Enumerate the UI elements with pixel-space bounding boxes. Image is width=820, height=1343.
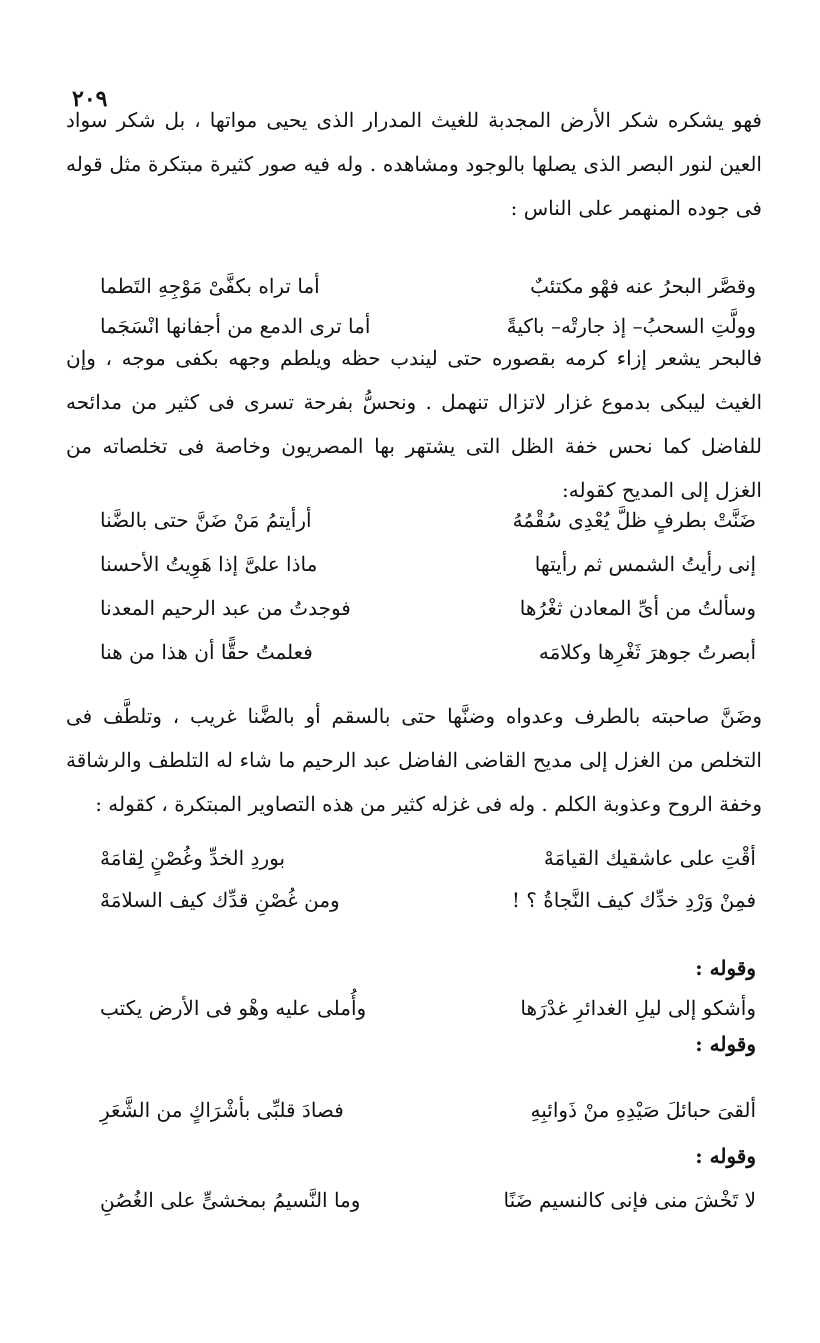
hemistich-first: ضَنَّتْ بطرفٍ ظلَّ يُعْدِى سُقْمُهُ bbox=[512, 508, 756, 532]
verse-4 bbox=[100, 988, 756, 1028]
quote-label-3: وقوله : bbox=[695, 1144, 756, 1168]
hemistich-first: أبصرتُ جوهرَ ثَغْرِها وكلامَه bbox=[538, 640, 756, 664]
poem-2-verse-2 bbox=[100, 544, 756, 584]
hemistich-second: أما تراه بكفَّىْ مَوْجِهِ التَطما bbox=[100, 274, 320, 298]
paragraph-1: فهو يشكره شكر الأرض المجدبة للغيث المدرار الذى يحيى مواتها ، بل شكر سواد العين لنور البصر الذى يصلها بالوجود ومشاهده . وله فيه صور كثيرة مبتكرة مثل قوله فى جوده المنهمر على الناس : bbox=[66, 108, 762, 220]
poem-2-verse-3 bbox=[100, 588, 756, 628]
hemistich-second: بوردِ الخدِّ وغُصْنٍ لِقامَهْ bbox=[100, 846, 286, 870]
hemistich-second: وما النَّسيمُ بمخشىٍّ على الغُصُنِ bbox=[100, 1188, 361, 1212]
hemistich-first: لا تَخْشَ منى فإنى كالنسيم ضَنًا bbox=[503, 1188, 756, 1212]
quote-label-2: وقوله : bbox=[695, 1032, 756, 1056]
poem-2-verse-1 bbox=[100, 500, 756, 540]
hemistich-second: أرأيتمُ مَنْ ضَنَّ حتى بالضَّنا bbox=[100, 508, 312, 532]
verse-5 bbox=[100, 1090, 756, 1130]
hemistich-second: أما ترى الدمع من أجفانها انْسَجَما bbox=[100, 314, 371, 338]
poem-2-verse-4 bbox=[100, 632, 756, 672]
hemistich-second: فوجدتُ من عبد الرحيم المعدنا bbox=[100, 596, 351, 620]
hemistich-second: ماذا علىَّ إذا هَوِيتُ الأحسنا bbox=[100, 552, 318, 576]
hemistich-first: وأشكو إلى ليلِ الغدائرِ غدْرَها bbox=[520, 996, 756, 1020]
hemistich-first: وقصَّر البحرُ عنه فهْو مكتئبٌ bbox=[530, 274, 756, 298]
poem-3-verse-2 bbox=[100, 880, 756, 920]
paragraph-3: وضَنَّ صاحبته بالطرف وعدواه وضنَّها حتى بالسقم أو بالضَّنا غريب ، وتلطَّف فى التخلص من الغزل إلى مديح القاضى الفاضل عبد الرحيم ما شاء له التلطف والرشاقة وخفة الروح وعذوبة الكلم . وله فى غزله كثير من هذه التصاوير المبتكرة ، كقوله : bbox=[66, 704, 762, 816]
hemistich-second: ومن غُصْنِ قدِّك كيف السلامَهْ bbox=[100, 888, 340, 912]
hemistich-second: فعلمتُ حقًّا أن هذا من هنا bbox=[100, 640, 313, 664]
page-number: ٢٠٩ bbox=[72, 86, 108, 112]
poem-1-verse-1 bbox=[100, 266, 756, 306]
hemistich-second: فصادَ قلبِّى بأشْرَاكٍ من الشَّعَرِ bbox=[100, 1098, 344, 1122]
hemistich-second: وأُملى عليه وهْو فى الأرض يكتب bbox=[100, 996, 367, 1020]
quote-label-1: وقوله : bbox=[695, 956, 756, 980]
hemistich-first: وسألتُ من أىِّ المعادن ثغْرُها bbox=[519, 596, 756, 620]
hemistich-first: وولَّتِ السحبُ– إذ جارتْه– باكيةً bbox=[506, 314, 756, 338]
poem-3-verse-1 bbox=[100, 838, 756, 878]
hemistich-first: أقْتِ على عاشقيك القيامَهْ bbox=[543, 846, 756, 870]
hemistich-first: إنى رأيتُ الشمس ثم رأيتها bbox=[534, 552, 756, 576]
hemistich-first: ألقىَ حبائلَ صَيْدِهِ منْ ذَوائبِهِ bbox=[530, 1098, 756, 1122]
paragraph-2: فالبحر يشعر إزاء كرمه بقصوره حتى ليندب حظه ويلطم وجهه بكفى موجه ، وإن الغيث ليبكى بدموع غزار لاتزال تنهمل . ونحسُّ بفرحة تسرى فى كثير من مدائحه للفاضل كما نحس خفة الظل التى يشتهر بها المصريون وخاصة فى تخلصاته من الغزل إلى المديح كقوله: bbox=[66, 346, 763, 502]
hemistich-first: فمِنْ وَرْدِ خدِّك كيف النَّجاةُ ؟ ! bbox=[511, 888, 756, 912]
verse-6 bbox=[100, 1180, 756, 1220]
